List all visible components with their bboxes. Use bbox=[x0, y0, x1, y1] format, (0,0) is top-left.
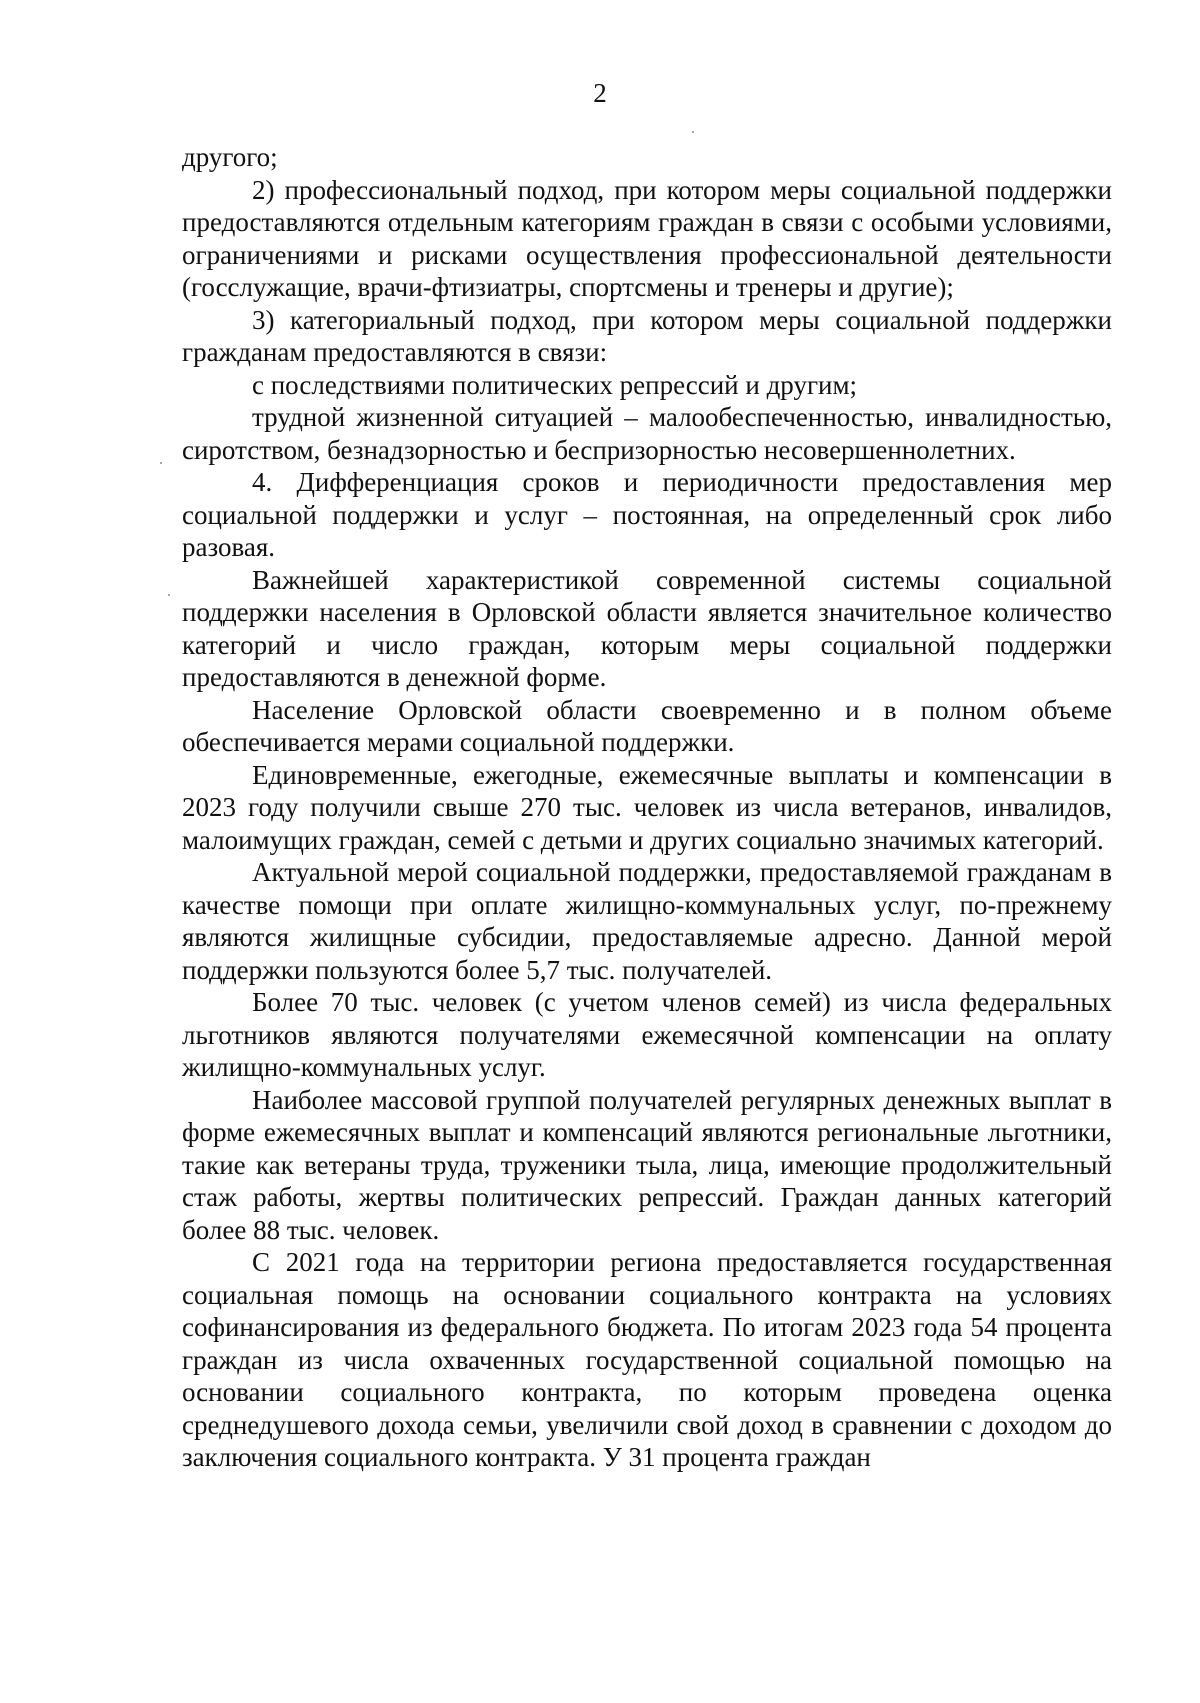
paragraph-federal-beneficiaries: Более 70 тыс. человек (с учетом членов семей) из числа федеральных льготников являются получателями ежемесячной компенсации на оплату жилищно-коммунальных услуг. bbox=[182, 987, 1112, 1082]
paragraph-population-provided: Население Орловской области своевременно и в полном объеме обеспечивается мерами социальной поддержки. bbox=[182, 694, 1112, 757]
paragraph-housing-subsidies: Актуальной мерой социальной поддержки, предоставляемой гражданам в качестве помощи при оплате жилищно-коммунальных услуг, по-прежнему являются жилищные субсидии, предоставляемые адресно. Данной мерой поддержки пользуются более 5,7 тыс. получателей. bbox=[182, 857, 1112, 985]
paragraph-differentiation: 4. Дифференциация сроков и периодичности предоставления мер социальной поддержки и услуг – постоянная, на определенный срок либо разовая. bbox=[182, 467, 1112, 562]
paragraph-continuation: другого; bbox=[182, 142, 278, 172]
paragraph-key-characteristic: Важнейшей характеристикой современной системы социальной поддержки населения в Орловской области является значительное количество категорий и число граждан, которым меры социальной поддержки предоставляются в денежной форме. bbox=[182, 564, 1112, 692]
paragraph-difficult-situation: трудной жизненной ситуацией – малообеспеченностью, инвалидностью, сиротством, безнадзорностью и беспризорностью несовершеннолетних. bbox=[182, 402, 1112, 465]
paragraph-categorial-approach: 3) категориальный подход, при котором меры социальной поддержки гражданам предоставляются в связи: bbox=[182, 304, 1112, 367]
document-body bbox=[182, 141, 1112, 1474]
paragraph-professional-approach: 2) профессиональный подход, при котором меры социальной поддержки предоставляются отдельным категориям граждан в связи с особыми условиями, ограничениями и рисками осуществления профессиональной деятельности (госслужащие, врачи-фтизиатры, спортсмены и тренеры и другие); bbox=[182, 174, 1112, 302]
scan-speck bbox=[692, 131, 694, 133]
paragraph-social-contract: С 2021 года на территории региона предоставляется государственная социальная помощь на основании социального контракта на условиях софинансирования из федерального бюджета. По итогам 2023 года 54 процента граждан из числа охваченных государственной социальной помощью на основании социального контракта, по которым проведена оценка среднедушевого дохода семьи, увеличили свой доход в сравнении с доходом до заключения социального контракта. У 31 процента граждан bbox=[182, 1247, 1112, 1472]
paragraph-regional-beneficiaries: Наиболее массовой группой получателей регулярных денежных выплат в форме ежемесячных выплат и компенсаций являются региональные льготники, такие как ветераны труда, труженики тыла, лица, имеющие продолжительный стаж работы, жертвы политических репрессий. Граждан данных категорий более 88 тыс. человек. bbox=[182, 1084, 1112, 1245]
scan-speck bbox=[160, 462, 162, 464]
paragraph-payments-2023: Единовременные, ежегодные, ежемесячные выплаты и компенсации в 2023 году получили свыше 270 тыс. человек из числа ветеранов, инвалидов, малоимущих граждан, семей с детьми и других социально значимых категорий. bbox=[182, 759, 1112, 855]
page-number: 2 bbox=[593, 78, 607, 108]
scan-speck bbox=[168, 594, 170, 596]
paragraph-political-repression: с последствиями политических репрессий и другим; bbox=[252, 369, 858, 400]
